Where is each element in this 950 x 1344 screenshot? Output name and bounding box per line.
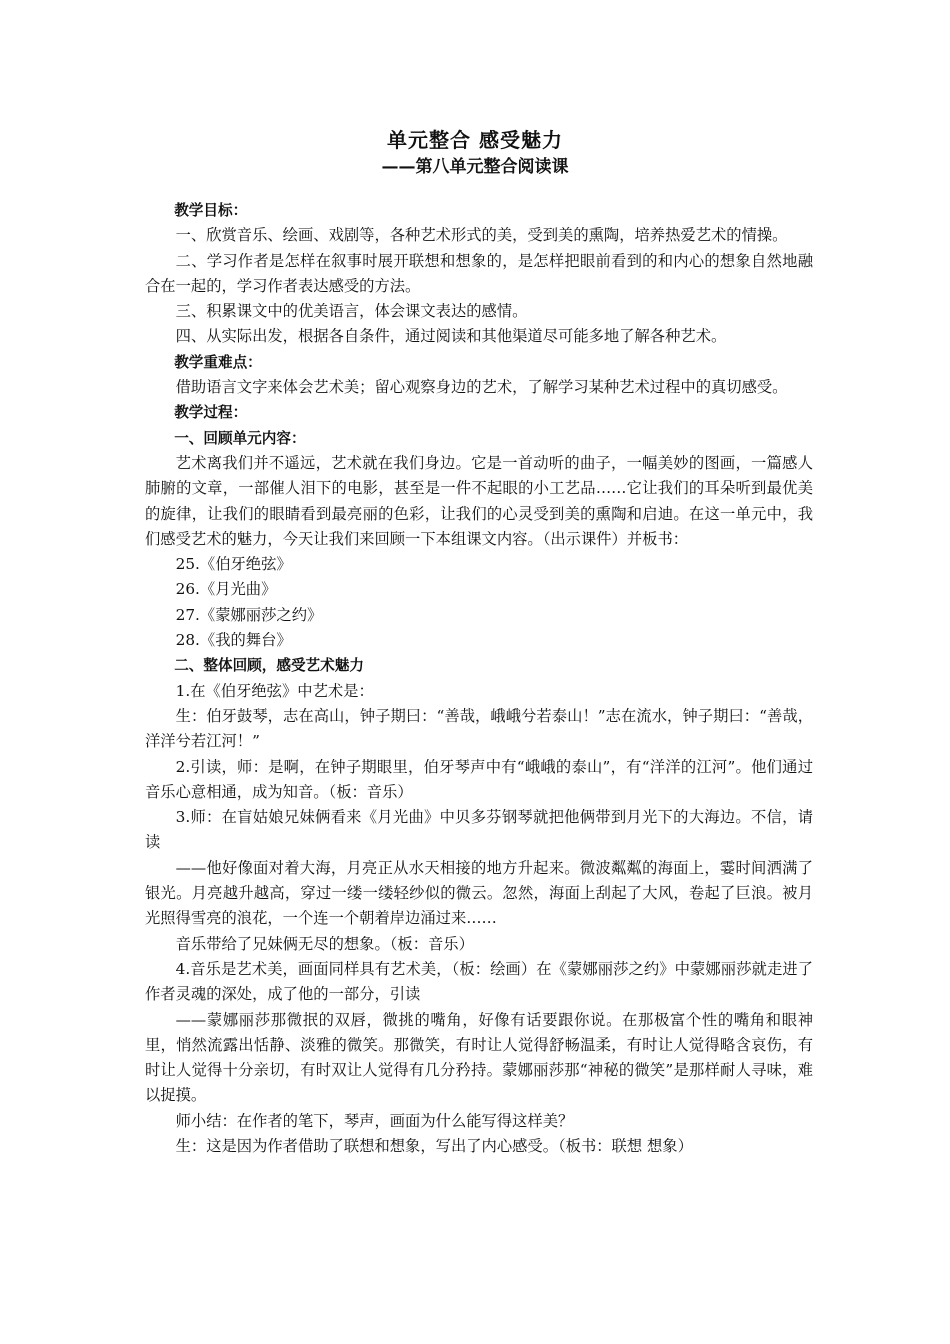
body-paragraph: ——他好像面对着大海，月亮正从水天相接的地方升起来。微波粼粼的海面上，霎时间洒满了银光。月亮越升越高，穿过一缕一缕轻纱似的微云。忽然，海面上刮起了大风，卷起了巨浪。被月光照得雪亮的浪花，一个连一个朝着岸边涌过来…… (145, 858, 813, 928)
section-heading: 二、整体回顾，感受艺术魅力 (174, 657, 364, 675)
body-paragraph: 三、积累课文中的优美语言，体会课文表达的感情。 (175, 302, 528, 321)
body-paragraph: 25.《伯牙绝弦》 (175, 555, 292, 574)
body-paragraph: 生：这是因为作者借助了联想和想象，写出了内心感受。（板书：联想 想象） (175, 1136, 693, 1155)
body-paragraph: 27.《蒙娜丽莎之约》 (175, 605, 323, 624)
section-heading: 教学目标： (174, 202, 248, 219)
body-paragraph: 2.引读，师：是啊，在钟子期眼里，伯牙琴声中有“峨峨的泰山”，有“洋洋的江河”。他们通过音乐心意相通，成为知音。（板：音乐） (145, 757, 813, 801)
document-title: 单元整合 感受魅力 (387, 128, 563, 152)
section-heading: 一、回顾单元内容： (174, 429, 306, 447)
body-paragraph: 一、欣赏音乐、绘画、戏剧等，各种艺术形式的美，受到美的熏陶，培养热爱艺术的情操。 (175, 226, 788, 245)
body-paragraph: 26.《月光曲》 (175, 580, 277, 599)
section-heading: 教学重难点： (174, 353, 262, 371)
body-paragraph: 4.音乐是艺术美，画面同样具有艺术美，（板：绘画）在《蒙娜丽莎之约》中蒙娜丽莎就走进了作者灵魂的深处，成了他的一部分，引读 (145, 959, 813, 1004)
body-paragraph: 28.《我的舞台》 (175, 631, 292, 650)
body-paragraph: 音乐带给了兄妹俩无尽的想象。（板：音乐） (175, 934, 474, 953)
section-heading: 教学过程： (174, 404, 248, 422)
body-paragraph: 生：伯牙鼓琴，志在高山，钟子期曰：“善哉，峨峨兮若泰山！”志在流水，钟子期曰：“善哉，洋洋兮若江河！” (145, 706, 813, 751)
document-body (145, 198, 813, 1159)
body-paragraph: 四、从实际出发，根据各自条件，通过阅读和其他渠道尽可能多地了解各种艺术。 (175, 327, 727, 346)
document-subtitle: ——第八单元整合阅读课 (381, 157, 569, 177)
body-paragraph: 借助语言文字来体会艺术美；留心观察身边的艺术，了解学习某种艺术过程中的真切感受。 (175, 378, 788, 397)
body-paragraph: 3.师：在盲姑娘兄妹俩看来《月光曲》中贝多芬钢琴就把他俩带到月光下的大海边。不信，请读 (145, 808, 813, 852)
body-paragraph: 1.在《伯牙绝弦》中艺术是： (175, 681, 374, 700)
body-paragraph: 艺术离我们并不遥远，艺术就在我们身边。它是一首动听的曲子，一幅美妙的图画，一篇感人肺腑的文章，一部催人泪下的电影，甚至是一件不起眼的小工艺品……它让我们的耳朵听到最优美的旋律，让我们的眼睛看到最亮丽的色彩，让我们的心灵受到美的熏陶和启迪。在这一单元中，我们感受艺术的魅力，今天让我们来回顾一下本组课文内容。（出示课件）并板书： (145, 453, 813, 548)
body-paragraph: 二、学习作者是怎样在叙事时展开联想和想象的，是怎样把眼前看到的和内心的想象自然地融合在一起的，学习作者表达感受的方法。 (145, 251, 813, 295)
body-paragraph: 师小结：在作者的笔下，琴声，画面为什么能写得这样美？ (175, 1111, 574, 1130)
body-paragraph: ——蒙娜丽莎那微抿的双唇，微挑的嘴角，好像有话要跟你说。在那极富个性的嘴角和眼神里，悄然流露出恬静、淡雅的微笑。那微笑，有时让人觉得舒畅温柔，有时让人觉得略含哀伤，有时让人觉得十分亲切，有时双让人觉得有几分矜持。蒙娜丽莎那“神秘的微笑”是那样耐人寻味，难以捉摸。 (145, 1010, 813, 1105)
